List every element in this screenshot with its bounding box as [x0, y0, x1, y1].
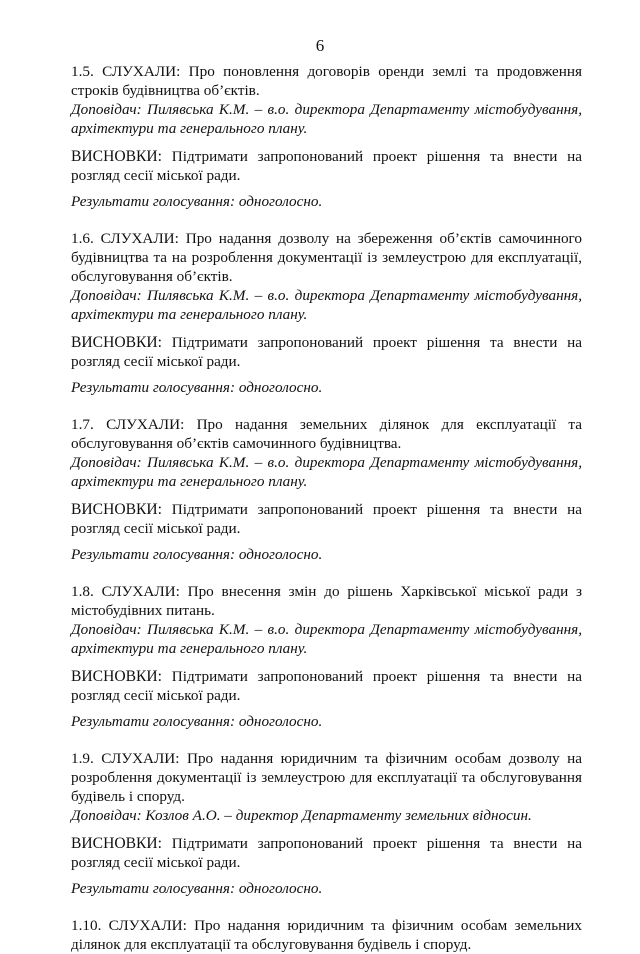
- heard-text: Про поновлення договорів оренди землі та продовження строків будівництва об’єктів.: [71, 63, 583, 99]
- spacer: [71, 211, 582, 229]
- heard-paragraph: [71, 916, 582, 954]
- vote-result: Результати голосування: одноголосно.: [71, 713, 323, 730]
- heard-label: 1.6. СЛУХАЛИ:: [71, 230, 179, 247]
- speaker-line: Доповідач: Пилявська К.М. – в.о. директора Департаменту містобудування, архітектури та генерального плану.: [71, 454, 582, 490]
- spacer: [71, 731, 582, 749]
- conclusion-label: ВИСНОВКИ:: [71, 501, 162, 518]
- heard-label: 1.10. СЛУХАЛИ:: [71, 917, 187, 934]
- conclusion-text: Підтримати запропонований проект рішення та внести на розгляд сесії міської ради.: [71, 148, 583, 184]
- heard-label: 1.9. СЛУХАЛИ:: [71, 750, 180, 767]
- vote-result: Результати голосування: одноголосно.: [71, 193, 323, 210]
- conclusion-text: Підтримати запропонований проект рішення та внести на розгляд сесії міської ради.: [71, 668, 583, 704]
- heard-text: Про надання дозволу на збереження об’єктів самочинного будівництва та на розроблення документації із землеустрою для експлуатації, обслуговування об’єктів.: [71, 230, 583, 285]
- vote-result: Результати голосування: одноголосно.: [71, 880, 323, 897]
- conclusion-paragraph: [71, 500, 582, 538]
- spacer: [71, 564, 582, 582]
- minutes-content: [71, 62, 582, 954]
- page-number: 6: [315, 36, 325, 55]
- vote-result: Результати голосування: одноголосно.: [71, 546, 323, 563]
- conclusion-text: Підтримати запропонований проект рішення та внести на розгляд сесії міської ради.: [71, 835, 583, 871]
- conclusion-label: ВИСНОВКИ:: [71, 835, 162, 852]
- agenda-item-1-7: [71, 415, 582, 564]
- heard-paragraph: [71, 62, 582, 100]
- agenda-item-1-5: [71, 62, 582, 211]
- agenda-item-1-8: [71, 582, 582, 731]
- conclusion-paragraph: [71, 333, 582, 371]
- conclusion-paragraph: [71, 667, 582, 705]
- agenda-item-1-6: [71, 229, 582, 397]
- conclusion-label: ВИСНОВКИ:: [71, 148, 162, 165]
- agenda-item-1-9: [71, 749, 582, 898]
- speaker-line: Доповідач: Козлов А.О. – директор Департаменту земельних відносин.: [71, 807, 532, 824]
- speaker-line: Доповідач: Пилявська К.М. – в.о. директора Департаменту містобудування, архітектури та генерального плану.: [71, 101, 582, 137]
- spacer: [71, 898, 582, 916]
- conclusion-paragraph: [71, 147, 582, 185]
- heard-label: 1.7. СЛУХАЛИ:: [71, 416, 185, 433]
- heard-text: Про надання земельних ділянок для експлуатації та обслуговування об’єктів самочинного будівництва.: [71, 416, 582, 452]
- heard-text: Про надання юридичним та фізичним особам земельних ділянок для експлуатації та обслуговування будівель і споруд.: [71, 917, 583, 953]
- heard-paragraph: [71, 582, 582, 620]
- conclusion-text: Підтримати запропонований проект рішення та внести на розгляд сесії міської ради.: [71, 334, 583, 370]
- heard-paragraph: [71, 229, 582, 286]
- heard-text: Про надання юридичним та фізичним особам дозволу на розроблення документації із землеустрою для експлуатації та обслуговування будівель і споруд.: [71, 750, 582, 805]
- conclusion-label: ВИСНОВКИ:: [71, 668, 162, 685]
- heard-label: 1.5. СЛУХАЛИ:: [71, 63, 181, 80]
- conclusion-text: Підтримати запропонований проект рішення та внести на розгляд сесії міської ради.: [71, 501, 583, 537]
- heard-label: 1.8. СЛУХАЛИ:: [71, 583, 180, 600]
- speaker-line: Доповідач: Пилявська К.М. – в.о. директора Департаменту містобудування, архітектури та генерального плану.: [71, 621, 582, 657]
- conclusion-label: ВИСНОВКИ:: [71, 334, 162, 351]
- spacer: [71, 397, 582, 415]
- conclusion-paragraph: [71, 834, 582, 872]
- heard-text: Про внесення змін до рішень Харківської міської ради з містобудівних питань.: [71, 583, 582, 619]
- agenda-item-1-10: [71, 916, 582, 954]
- speaker-line: Доповідач: Пилявська К.М. – в.о. директора Департаменту містобудування, архітектури та генерального плану.: [71, 287, 582, 323]
- vote-result: Результати голосування: одноголосно.: [71, 379, 323, 396]
- heard-paragraph: [71, 749, 582, 806]
- heard-paragraph: [71, 415, 582, 453]
